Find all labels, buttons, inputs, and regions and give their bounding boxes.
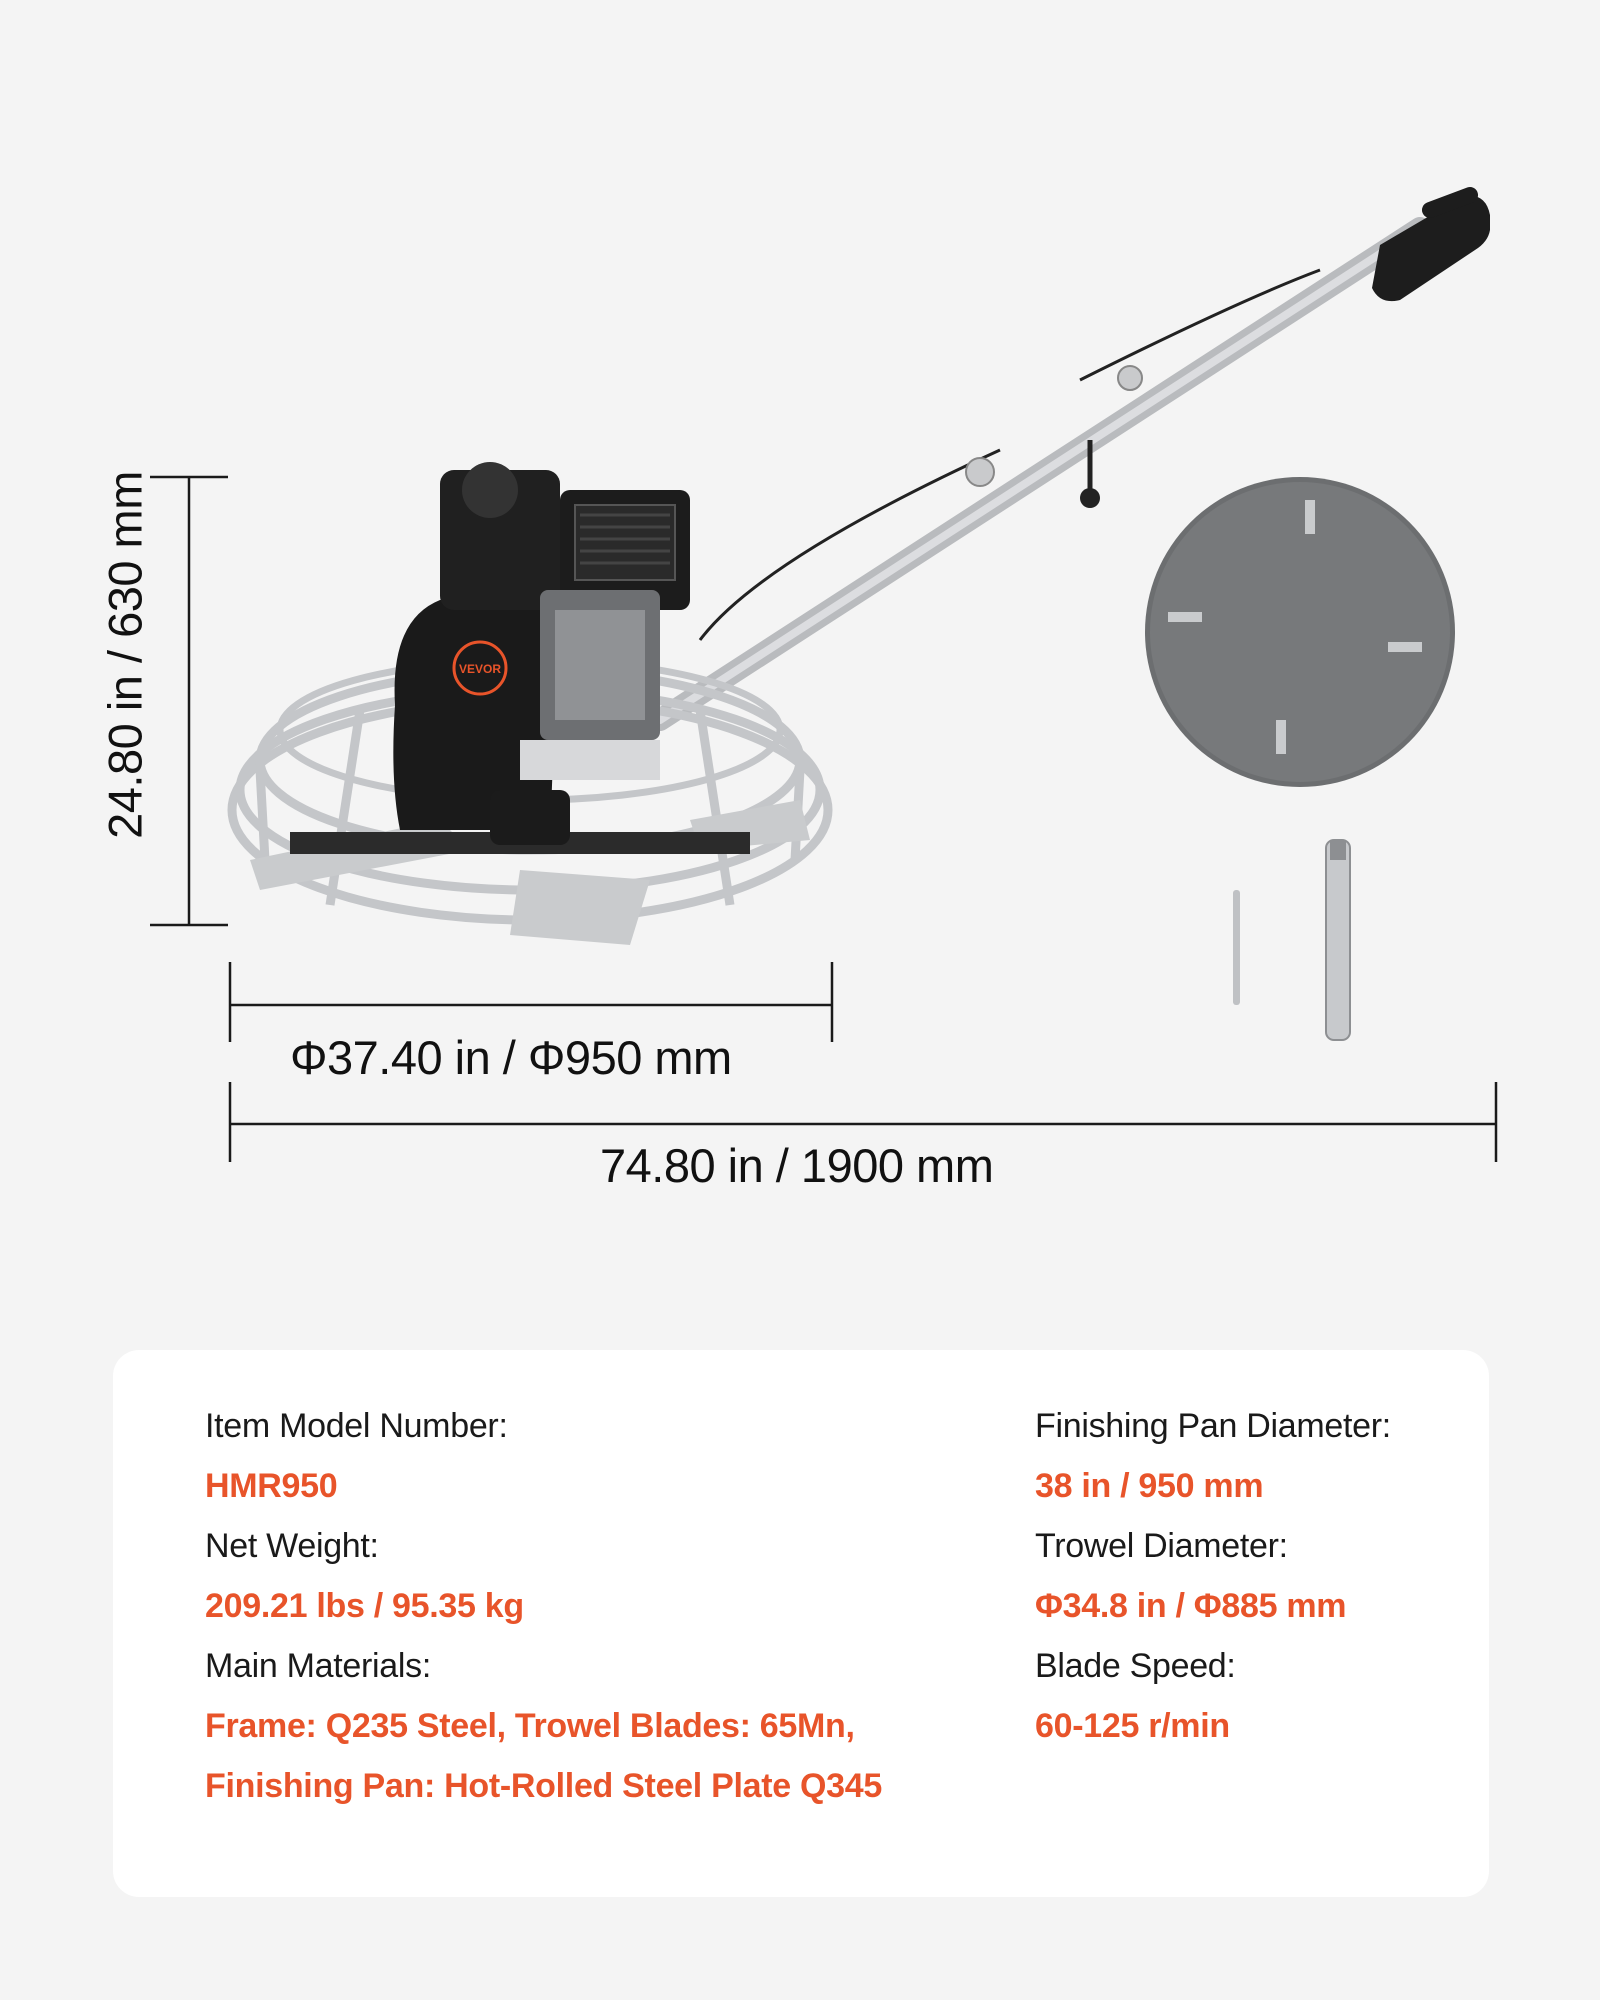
spec-label-weight: Net Weight: [205, 1527, 379, 1565]
spec-value-materials-line1: Frame: Q235 Steel, Trowel Blades: 65Mn, [205, 1707, 855, 1745]
spec-label-pan-diameter: Finishing Pan Diameter: [1035, 1407, 1391, 1445]
height-dimension-label: 24.80 in / 630 mm [98, 471, 152, 839]
engine [393, 462, 690, 845]
spec-label-model: Item Model Number: [205, 1407, 508, 1445]
tube-wrench-accessory [1326, 840, 1350, 1040]
spec-value-materials [205, 1696, 965, 1816]
diameter-dimension-label: Φ37.40 in / Φ950 mm [290, 1031, 732, 1084]
spec-column-right [1035, 1396, 1455, 1756]
spec-label-materials: Main Materials: [205, 1647, 432, 1685]
spec-label-trowel-diameter: Trowel Diameter: [1035, 1527, 1288, 1565]
spec-column-left [205, 1396, 965, 1816]
spec-value-pan-diameter: 38 in / 950 mm [1035, 1467, 1264, 1505]
spec-value-weight: 209.21 lbs / 95.35 kg [205, 1587, 524, 1625]
spec-value-trowel-diameter: Φ34.8 in / Φ885 mm [1035, 1587, 1347, 1625]
height-dimension-line [150, 477, 228, 925]
spec-label-blade-speed: Blade Speed: [1035, 1647, 1236, 1685]
spec-value-blade-speed: 60-125 r/min [1035, 1707, 1230, 1745]
pin-accessory [1233, 890, 1240, 1005]
spec-value-materials-line2: Finishing Pan: Hot-Rolled Steel Plate Q345 [205, 1767, 882, 1805]
brand-logo-text: VEVOR [458, 662, 502, 676]
finishing-pan [1145, 477, 1455, 787]
spec-value-model: HMR950 [205, 1467, 338, 1505]
spec-card [113, 1350, 1489, 1897]
length-dimension-label: 74.80 in / 1900 mm [600, 1139, 994, 1192]
